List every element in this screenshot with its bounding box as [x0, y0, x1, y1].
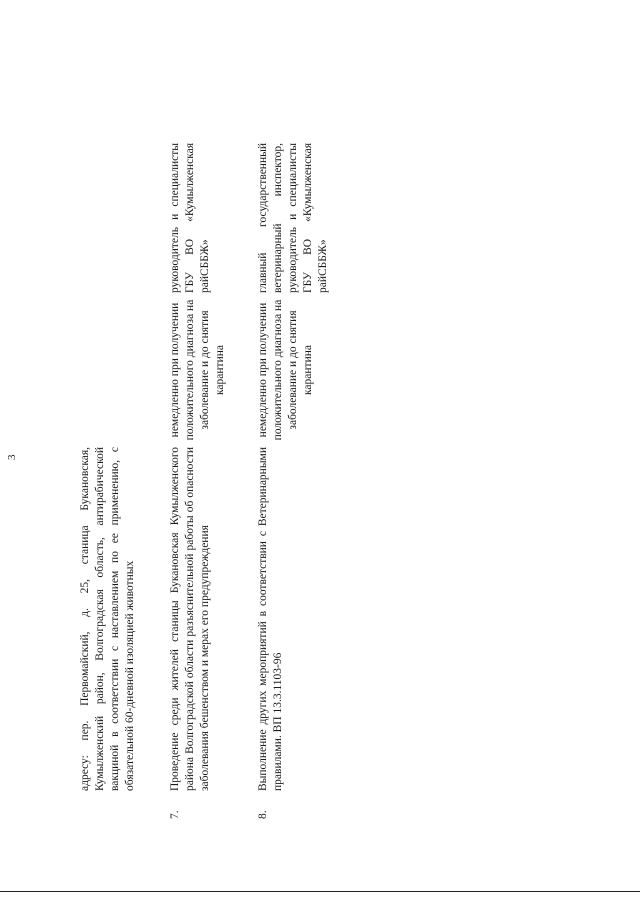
row-text: Выполнение других мероприятий в соответствии с Ветеринарными правилами. ВП 13.3.1103-96: [257, 447, 284, 791]
row-term: немедленно при получении положительного диагноза на заболевание и до снятия карантина: [169, 299, 226, 441]
row-responsible: главный государственный ветеринарный инспектор, руководитель и специалисты ГБУ ВО «Кумылженская райСББЖ»: [257, 143, 329, 293]
page-number: 3: [6, 454, 18, 460]
footer-rule: [0, 891, 640, 892]
row-term: немедленно при получении положительного диагноза на заболевание и до снятия карантина: [257, 299, 314, 441]
row-number: 7.: [169, 810, 181, 819]
row-text: адресу: пер. Первомайский, д. 25, станица Букановская, Кумылженский район, Волгоградская область, антирабической вакциной в соответствии с наставлением по ее применению, с обязательной 60-дневной изоляцией животных: [79, 447, 136, 791]
row-responsible: руководитель и специалисты ГБУ ВО «Кумылженская райСББЖ»: [169, 143, 211, 293]
row-number: 8.: [257, 810, 269, 819]
row-text: Проведение среди жителей станицы Букановская Кумылженского района Волгоградской области разъяснительной работы об опасности заболевания бешенством и мерах его предупреждения: [169, 447, 211, 791]
